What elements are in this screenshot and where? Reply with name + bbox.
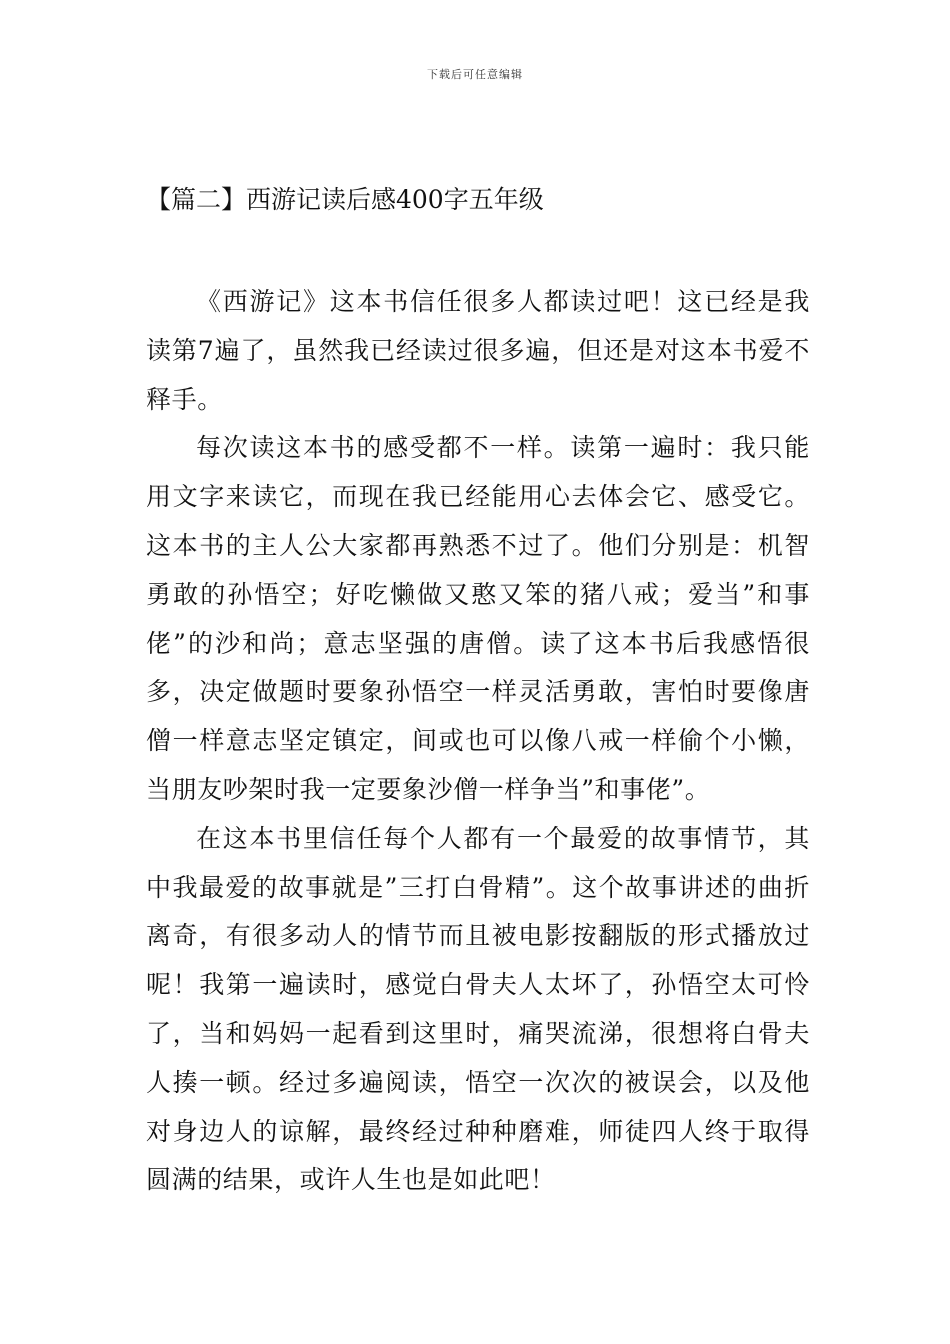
paragraph-1: 《西游记》这本书信任很多人都读过吧！这已经是我读第7遍了，虽然我已经读过很多遍，但还是对这本书爱不释手。 — [146, 287, 810, 414]
document-body — [146, 278, 810, 1205]
paragraph-3: 在这本书里信任每个人都有一个最爱的故事情节，其中我最爱的故事就是”三打白骨精”。这个故事讲述的曲折离奇，有很多动人的情节而且被电影按翻版的形式播放过呢！我第一遍读时，感觉白骨夫人太坏了，孙悟空太可怜了，当和妈妈一起看到这里时，痛哭流涕，很想将白骨夫人揍一顿。经过多遍阅读，悟空一次次的被误会，以及他对身边人的谅解，最终经过种种磨难，师徒四人终于取得圆满的结果，或许人生也是如此吧！ — [146, 823, 810, 1195]
document-title: 【篇二】西游记读后感400字五年级 — [146, 185, 544, 214]
paragraph-2: 每次读这本书的感受都不一样。读第一遍时：我只能用文字来读它，而现在我已经能用心去体会它、感受它。这本书的主人公大家都再熟悉不过了。他们分别是：机智勇敢的孙悟空；好吃懒做又憨又笨的猪八戒；爱当”和事佬”的沙和尚；意志坚强的唐僧。读了这本书后我感悟很多，决定做题时要象孙悟空一样灵活勇敢，害怕时要像唐僧一样意志坚定镇定，间或也可以像八戒一样偷个小懒，当朋友吵架时我一定要象沙僧一样争当”和事佬”。 — [146, 433, 810, 804]
page-header-note: 下载后可任意编辑 — [427, 68, 523, 81]
